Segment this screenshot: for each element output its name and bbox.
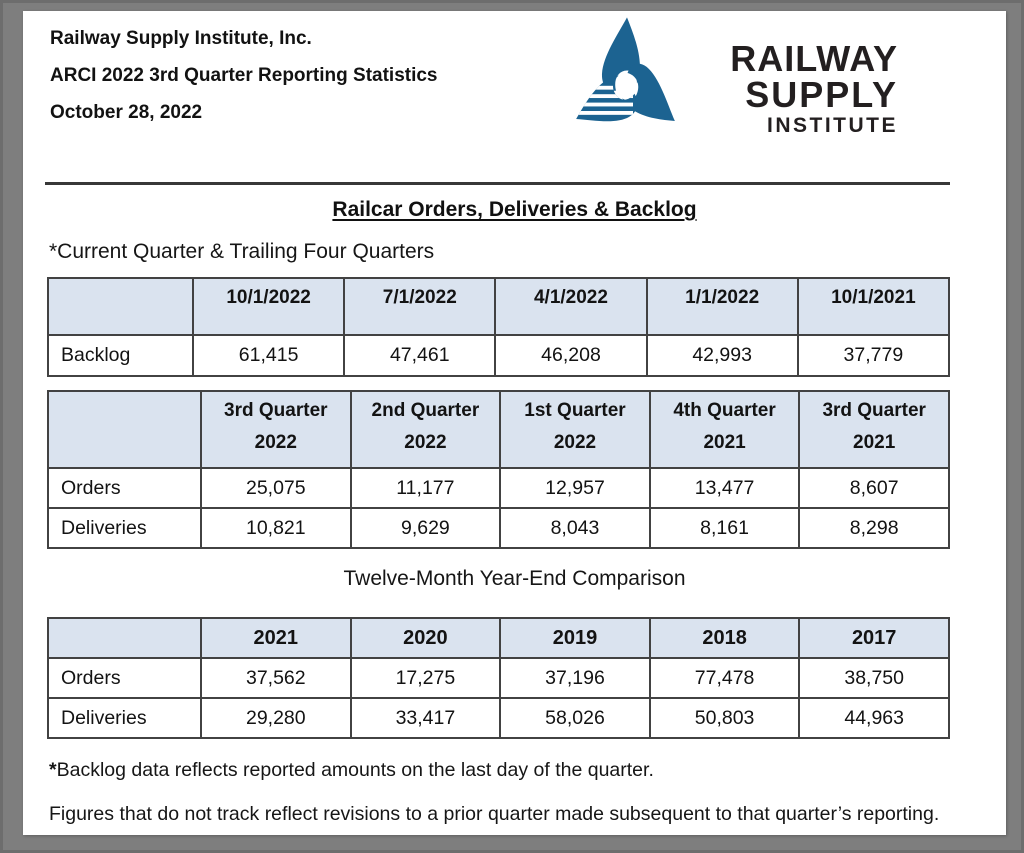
section-title: Railcar Orders, Deliveries & Backlog — [332, 198, 697, 221]
column-header: 3rd Quarter 2021 — [799, 391, 949, 468]
column-header: 1st Quarter 2022 — [500, 391, 650, 468]
cell-value: 47,461 — [344, 335, 495, 376]
cell-value: 9,629 — [351, 508, 501, 548]
cell-value: 37,779 — [798, 335, 949, 376]
cell-value: 29,280 — [201, 698, 351, 738]
column-header: 4/1/2022 — [495, 278, 646, 335]
section-subtitle: *Current Quarter & Trailing Four Quarters — [49, 240, 435, 263]
rsi-logo-mark — [571, 15, 677, 135]
cell-value: 8,161 — [650, 508, 800, 548]
cell-value: 17,275 — [351, 658, 501, 698]
rsi-logo-wordmark — [678, 38, 898, 138]
table-header-row — [48, 618, 949, 658]
table-row — [48, 335, 949, 376]
corner-cell — [48, 278, 193, 335]
column-header: 10/1/2022 — [193, 278, 344, 335]
cell-value: 8,043 — [500, 508, 650, 548]
letterhead — [50, 20, 438, 131]
row-label: Orders — [48, 468, 201, 508]
column-header: 2019 — [500, 618, 650, 658]
table-row — [48, 658, 949, 698]
cell-value: 8,298 — [799, 508, 949, 548]
cell-value: 33,417 — [351, 698, 501, 738]
column-header: 7/1/2022 — [344, 278, 495, 335]
corner-cell — [48, 391, 201, 468]
column-header: 2nd Quarter 2022 — [351, 391, 501, 468]
cell-value: 8,607 — [799, 468, 949, 508]
cell-value: 38,750 — [799, 658, 949, 698]
document-page — [23, 11, 1006, 835]
table-row — [48, 698, 949, 738]
table-row — [48, 508, 949, 548]
table-row — [48, 468, 949, 508]
column-header: 3rd Quarter 2022 — [201, 391, 351, 468]
column-header: 2017 — [799, 618, 949, 658]
cell-value: 13,477 — [650, 468, 800, 508]
table-header-row — [48, 391, 949, 468]
cell-value: 42,993 — [647, 335, 798, 376]
divider-line — [45, 182, 950, 185]
column-header: 1/1/2022 — [647, 278, 798, 335]
cell-value: 37,562 — [201, 658, 351, 698]
backlog-table — [47, 277, 950, 377]
column-header: 2020 — [351, 618, 501, 658]
cell-value: 46,208 — [495, 335, 646, 376]
cell-value: 10,821 — [201, 508, 351, 548]
row-label: Backlog — [48, 335, 193, 376]
row-label: Orders — [48, 658, 201, 698]
cell-value: 58,026 — [500, 698, 650, 738]
report-title: ARCI 2022 3rd Quarter Reporting Statistics — [50, 65, 438, 86]
org-name: Railway Supply Institute, Inc. — [50, 28, 312, 49]
cell-value: 44,963 — [799, 698, 949, 738]
footnote-asterisk: * — [49, 759, 57, 781]
cell-value: 61,415 — [193, 335, 344, 376]
logo-word-railway: RAILWAY — [730, 38, 898, 79]
row-label: Deliveries — [48, 698, 201, 738]
corner-cell — [48, 618, 201, 658]
rsi-logo — [571, 13, 906, 145]
column-header: 4th Quarter 2021 — [650, 391, 800, 468]
yearend-table — [47, 617, 950, 739]
logo-word-supply: SUPPLY — [745, 74, 898, 115]
logo-word-institute: INSTITUTE — [767, 114, 898, 137]
cell-value: 50,803 — [650, 698, 800, 738]
quarterly-table — [47, 390, 950, 549]
yearend-title: Twelve-Month Year-End Comparison — [343, 567, 686, 590]
footnote-backlog: *Backlog data reflects reported amounts on the last day of the quarter. — [49, 759, 654, 781]
table-header-row — [48, 278, 949, 335]
cell-value: 77,478 — [650, 658, 800, 698]
cell-value: 12,957 — [500, 468, 650, 508]
cell-value: 11,177 — [351, 468, 501, 508]
report-date: October 28, 2022 — [50, 102, 203, 123]
column-header: 2021 — [201, 618, 351, 658]
column-header: 10/1/2021 — [798, 278, 949, 335]
row-label: Deliveries — [48, 508, 201, 548]
cell-value: 37,196 — [500, 658, 650, 698]
cell-value: 25,075 — [201, 468, 351, 508]
footnote-revisions: Figures that do not track reflect revisions to a prior quarter made subsequent to that quarter’s reporting. — [49, 803, 940, 825]
column-header: 2018 — [650, 618, 800, 658]
